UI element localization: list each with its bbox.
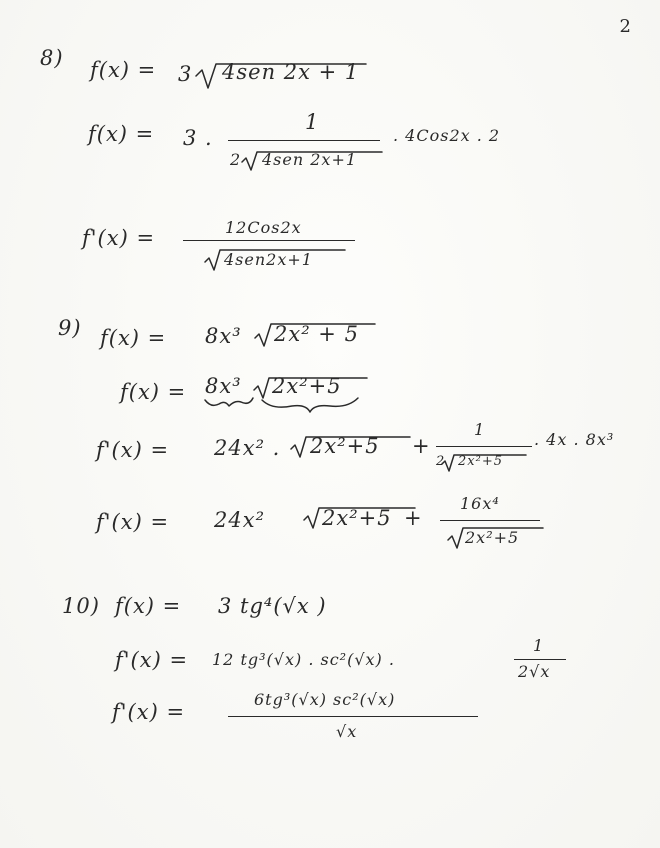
lhs: f'(x) = (96, 510, 170, 534)
radicand: 2x²+5 (310, 434, 380, 458)
numerator: 1 (533, 636, 545, 655)
term: 8x³ (205, 374, 242, 398)
denominator-radicand: 2x²+5 (458, 454, 503, 469)
underbrace-icon (205, 398, 253, 406)
problem-label: 9) (58, 316, 82, 340)
coefficient: 3 . (183, 126, 213, 150)
rhs: 3 tg⁴(√x ) (218, 594, 327, 618)
term: 24x² (214, 508, 265, 532)
term: 24x² . (214, 436, 281, 460)
denominator-radicand: 4sen 2x+1 (262, 150, 358, 169)
fraction-bar (436, 446, 532, 447)
denominator-radicand: 2x²+5 (465, 528, 520, 547)
term: 8x³ (205, 324, 242, 348)
problem-label: 8) (40, 46, 64, 70)
radicand: 4sen 2x + 1 (222, 60, 360, 84)
fraction-bar (228, 140, 380, 141)
tail-factors: . 4Cos2x . 2 (393, 126, 501, 145)
problem-label: 10) (62, 594, 100, 618)
numerator: 6tg³(√x) sc²(√x) (254, 690, 396, 709)
lhs: f(x) = (90, 58, 157, 82)
denominator: √x (336, 722, 358, 741)
lhs: f'(x) = (112, 700, 186, 724)
lhs: f'(x) = (82, 226, 156, 250)
lhs: f(x) = (100, 326, 167, 350)
page-number: 2 (619, 16, 632, 37)
plus-sign: + (412, 434, 431, 458)
plus-sign: + (404, 506, 423, 530)
denominator-coefficient: 2 (230, 150, 242, 169)
radicand: 2x² + 5 (274, 322, 359, 346)
fraction-bar (183, 240, 355, 241)
rhs: 12 tg³(√x) . sc²(√x) . (212, 650, 395, 669)
denominator-radicand: 4sen2x+1 (224, 250, 313, 269)
denominator-coefficient: 2 (436, 454, 446, 469)
fraction-bar (440, 520, 540, 521)
lhs: f(x) = (115, 594, 182, 618)
lhs: f(x) = (120, 380, 187, 404)
lhs: f'(x) = (115, 648, 189, 672)
denominator: 2√x (518, 662, 551, 681)
fraction-bar (228, 716, 478, 717)
underbrace-icon (262, 398, 358, 412)
coefficient: 3 (178, 62, 193, 86)
tail-factors: . 4x . 8x³ (534, 430, 615, 449)
lhs: f'(x) = (96, 438, 170, 462)
radicand: 2x²+5 (272, 374, 342, 398)
numerator: 1 (305, 110, 320, 134)
numerator: 16x⁴ (460, 494, 500, 513)
numerator: 1 (474, 420, 486, 439)
lhs: f(x) = (88, 122, 155, 146)
fraction-bar (514, 659, 566, 660)
numerator: 12Cos2x (225, 218, 302, 237)
radicand: 2x²+5 (322, 506, 392, 530)
